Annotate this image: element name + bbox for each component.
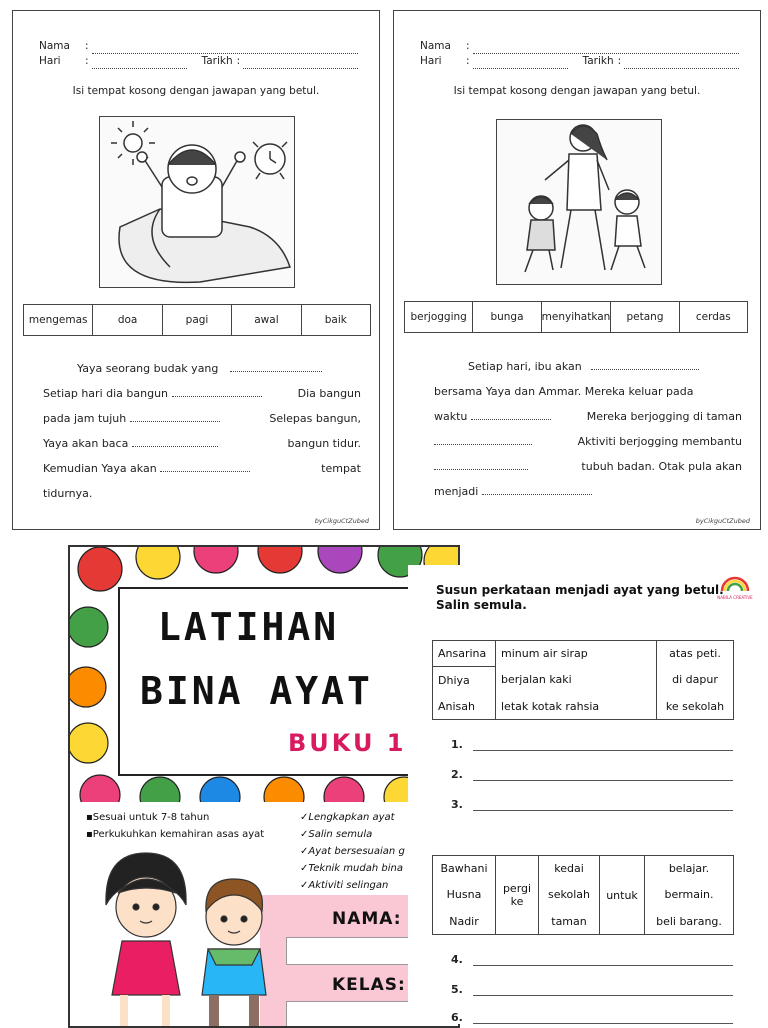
table-cell: Nadir [433,908,496,934]
passage: Yaya seorang budak yang Setiap hari dia bangun Dia bangun pada jam tujuh Selepas bangun, Yaya akan baca bangun tidur. Kemudian Yaya akan tempat tidurnya. [43,362,361,500]
nama-field[interactable] [473,44,739,54]
nama-field[interactable] [92,44,358,54]
word-bank-item: cerdas [695,311,731,323]
answer-line[interactable]: 4. [451,953,733,966]
hari-label: Hari [39,55,61,67]
table-cell: berjalan kaki [496,667,657,693]
table-cell: pergi ke [496,856,539,935]
word-table-1 [432,640,734,720]
tarikh-field[interactable] [243,59,358,69]
word-bank-item: petang [611,302,679,332]
header-fields: Nama : Hari : Tarikh : [420,39,742,69]
instruction: Isi tempat kosong dengan jawapan yang betul. [453,85,701,97]
author-signature: byCikguCtZubed [314,517,369,525]
table-cell: bermain. [645,882,734,908]
word-bank-item: baik [324,314,347,326]
illustration-waking-up [99,116,295,288]
word-bank-item: pagi [163,305,232,335]
header-fields: Nama : Hari : Tarikh : [39,39,361,69]
word-bank-item: mengemas [24,305,93,335]
nama-label: Nama [420,40,451,52]
cover-left-points: ▪Sesuai untuk 7-8 tahun ▪Perkukuhkan kemahiran asas ayat [86,812,265,840]
worksheet-2 [393,10,761,530]
children-illustration [84,845,284,1026]
answer-line[interactable]: 3. [451,798,733,811]
author-signature: byCikguCtZubed [695,517,750,525]
cover-book-number: BUKU 1 [288,729,407,757]
answer-blank[interactable] [230,362,322,372]
instruction: Isi tempat kosong dengan jawapan yang betul. [72,85,320,97]
word-bank-item: bunga [473,302,541,332]
answer-line[interactable]: 5. [451,983,733,996]
kelas-label: KELAS: [332,975,406,995]
answer-blank[interactable] [591,360,699,370]
cover-title-line1: LATIHAN [158,605,340,649]
answer-blank[interactable] [130,412,220,422]
svg-text:NABILA CREATIVE: NABILA CREATIVE [717,595,753,600]
table-cell: minum air sirap [496,641,657,667]
answer-blank[interactable] [482,485,592,495]
answer-blank[interactable] [132,437,218,447]
title-box [118,587,422,776]
word-bank-item: doa [93,305,162,335]
word-bank [404,301,748,333]
illustration-jogging [496,119,662,285]
table-cell: untuk [600,856,645,935]
answer-blank[interactable] [434,435,532,445]
word-bank-item: menyihatkan [542,302,612,332]
word-table-2 [432,855,734,935]
passage: Setiap hari, ibu akan bersama Yaya dan Ammar. Mereka keluar pada waktu Mereka berjogging di taman Aktiviti berjogging membantu tubuh badan. Otak pula akan menjadi [434,360,742,498]
table-cell: Ansarina [433,641,496,667]
table-cell: di dapur [657,667,734,693]
cover-right-points: ✓Lengkapkan ayat ✓Salin semula ✓Ayat bersesuaian g ✓Teknik mudah bina ✓Aktiviti selingan [300,812,405,891]
table-cell: Bawhani [433,856,496,882]
tarikh-label: Tarikh [201,55,233,67]
table-cell: taman [539,908,600,934]
table-cell: belajar. [645,856,734,882]
word-bank-item: awal [232,305,301,335]
word-bank [23,304,371,336]
hari-field[interactable] [473,59,568,69]
table-cell: letak kotak rahsia [496,693,657,719]
answer-blank[interactable] [160,462,250,472]
nama-label: NAMA: [332,909,402,929]
table-cell: beli barang. [645,908,734,934]
worksheet-1 [12,10,380,530]
tarikh-field[interactable] [624,59,739,69]
cover-title-line2: BINA AYAT [140,669,373,713]
answer-line[interactable]: 6. [451,1011,733,1024]
table-cell: Husna [433,882,496,908]
table-cell: atas peti. [657,641,734,667]
answer-blank[interactable] [434,460,528,470]
rainbow-logo [714,571,756,601]
table-cell: Dhiya [433,667,496,693]
table-cell: Anisah [433,693,496,719]
hari-field[interactable] [92,59,187,69]
instruction: Susun perkataan menjadi ayat yang betul. Salin semula. [436,583,724,612]
answer-line[interactable]: 1. [451,738,733,751]
book-cover [68,545,460,1028]
word-bank-item: berjogging [405,302,473,332]
nama-label: Nama [39,40,70,52]
answer-blank[interactable] [471,410,551,420]
hari-label: Hari [420,55,442,67]
arrange-worksheet [408,565,768,1024]
table-cell: sekolah [539,882,600,908]
answer-line[interactable]: 2. [451,768,733,781]
table-cell: ke sekolah [657,693,734,719]
table-cell: kedai [539,856,600,882]
tarikh-label: Tarikh [582,55,614,67]
answer-blank[interactable] [172,387,262,397]
